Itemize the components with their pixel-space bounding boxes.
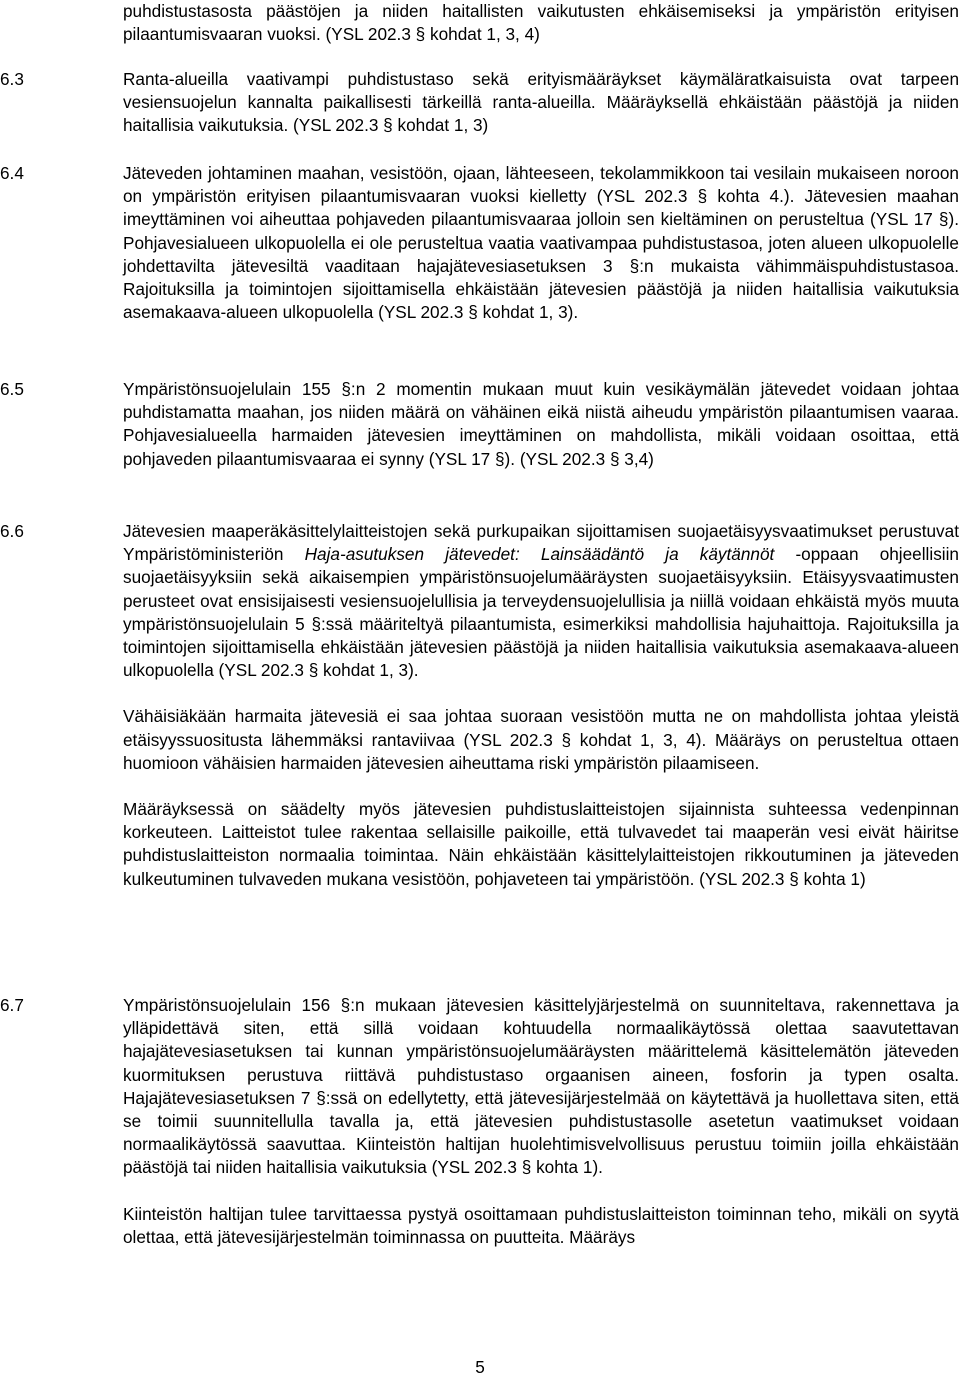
paragraph: puhdistustasosta päästöjen ja niiden haitallisten vaikutusten ehkäisemiseksi ja ympäristön erityisen pilaantumisvaaran vuoksi. (YSL 202.3 § kohdat 1, 3, 4): [123, 1, 959, 45]
paragraph: Määräyksessä on säädelty myös jätevesien puhdistuslaitteistojen sijainnista suhteessa vedenpinnan korkeuteen. Laitteistot tulee rakentaa sellaisille paikoille, että tulvavedet tai maaperän vesi eivät häiritse puhdistuslaitteiston normaalia toimintaa. Näin ehkäistään käsittelylaitteistojen rikkoutuminen ja jäteveden kulkeutuminen tulvaveden mukana vesistöön, pohjaveteen tai ympäristöön. (YSL 202.3 § kohta 1): [123, 799, 959, 889]
paragraph: Ympäristönsuojelulain 155 §:n 2 momentin mukaan muut kuin vesikäymälän jätevedet voidaan johtaa puhdistamatta maahan, jos niiden määrä on vähäinen eikä niistä aiheudu ympäristön pilaantumisen vaaraa. Pohjavesialueella harmaiden jätevesien imeyttäminen on mahdollista, mikäli voidaan osoittaa, että pohjaveden pilaantumisvaaraa ei synny (YSL 17 §). (YSL 202.3 § 3,4): [123, 379, 959, 469]
section-number: 6.3: [0, 69, 24, 89]
paragraph: Ympäristönsuojelulain 156 §:n mukaan jätevesien käsittelyjärjestelmä on suunniteltava, rakennettava ja ylläpidettävä siten, että sillä voidaan kohtuudella normaalikäytössä olettaa saavutettavan hajajätevesiasetuksen tai kunnan ympäristönsuojelumääräysten määrittelemä käsittelemätön jäteveden kuormituksen perustuva riittävä puhdistustaso orgaanisen aineen, fosforin ja typen osalta. Hajajätevesiasetuksen 7 §:ssä on edellytetty, että jätevesijärjestelmää on käytettävä ja huollettava siten, että se toimii suunnitellulla tavalla ja, että jätevesien puhdistustasolle asetetun vaatimukset voidaan normaalikäytössä saavuttaa. Kiinteistön haltijan huolehtimisvelvollisuus perustuu toimiin joilla ehkäistään päästöjä tai niiden haitallisia vaikutuksia (YSL 202.3 § kohta 1).: [123, 995, 959, 1178]
section-body: [123, 378, 959, 471]
section-number: 6.5: [0, 379, 24, 399]
section-body: [123, 68, 959, 138]
page-number: 5: [475, 1357, 485, 1377]
section-number: 6.4: [0, 163, 24, 183]
paragraph: Vähäisiäkään harmaita jätevesiä ei saa johtaa suoraan vesistöön mutta ne on mahdollista johtaa yleistä etäisyyssuositusta lähemmäksi rantaviivaa (YSL 202.3 § kohdat 1, 3, 4). Määräys on perusteltua ottaen huomioon vähäisien harmaiden jätevesien aiheuttama riski ympäristön pilaamiseen.: [123, 706, 959, 773]
section-body: [123, 0, 959, 46]
paragraph: Jäteveden johtaminen maahan, vesistöön, ojaan, lähteeseen, tekolammikkoon tai vesilain mukaiseen noroon on ympäristön erityisen pilaantumisvaaran vuoksi kielletty (YSL 202.3 § kohta 4.). Jätevesien maahan imeyttäminen voi aiheuttaa pohjaveden pilaantumisvaaraa jolloin sen kieltäminen on perusteltua (YSL 17 §). Pohjavesialueen ulkopuolella ei ole perusteltua vaatia vaativampaa puhdistustasoa, joten alueen ulkopuolelle johdettavilta jätevesiltä vaaditaan hajajätevesiasetuksen 3 §:n mukaista vähimmäispuhdistustasoa. Rajoituksilla ja toimintojen sijoittamisella ehkäistään jätevesien päästöjä ja niiden haitallisia vaikutuksia asemakaava-alueen ulkopuolella (YSL 202.3 § kohdat 1, 3).: [123, 163, 959, 323]
section-number: 6.6: [0, 521, 24, 541]
guide-title: Haja-asutuksen jätevedet: Lainsäädäntö ja käytännöt: [304, 544, 775, 565]
section-number: 6.7: [0, 995, 24, 1015]
section-body: [123, 520, 959, 891]
text-run: -oppaan ohjeellisiin suojaetäisyyksiin sekä aikaisempien ympäristönsuojelumääräysten suojaetäisyyksiin. Etäisyysvaatimusten perusteet ovat ensisijaisesti vesiensuojelullisia ja terveydensuojelullisia ja niillä voidaan ehkäistä myös muuta ympäristönsuojelulain 5 §:ssä määriteltyä pilaantumista, esimerkiksi mahdollisia hajuhaittoja. Rajoituksilla ja toimintojen sijoittamisella ehkäistään jätevesien päästöjä ja niiden haitallisia vaikutuksia asemakaava-alueen ulkopuolella (YSL 202.3 § kohdat 1, 3).: [123, 544, 959, 681]
paragraph: Ranta-alueilla vaativampi puhdistustaso sekä erityismääräykset käymäläratkaisuista ovat tarpeen vesiensuojelun kannalta paikallisesti tärkeillä ranta-alueilla. Määräyksellä ehkäistään päästöjä ja niiden haitallisia vaikutuksia. (YSL 202.3 § kohdat 1, 3): [123, 69, 959, 136]
section-body: [123, 994, 959, 1249]
paragraph: Kiinteistön haltijan tulee tarvittaessa pystyä osoittamaan puhdistuslaitteiston toiminnan teho, mikäli on syytä olettaa, että jätevesijärjestelmän toiminnassa on puutteita. Määräys: [123, 1203, 959, 1247]
section-body: [123, 162, 959, 324]
paragraph: [123, 520, 959, 682]
text-run: Jätevesien maaperäkäsittelylaitteistojen sekä purkupaikan sijoittamisen suojaetäisyysvaatimukset perustuvat Ympäristöministeriön: [123, 521, 959, 565]
